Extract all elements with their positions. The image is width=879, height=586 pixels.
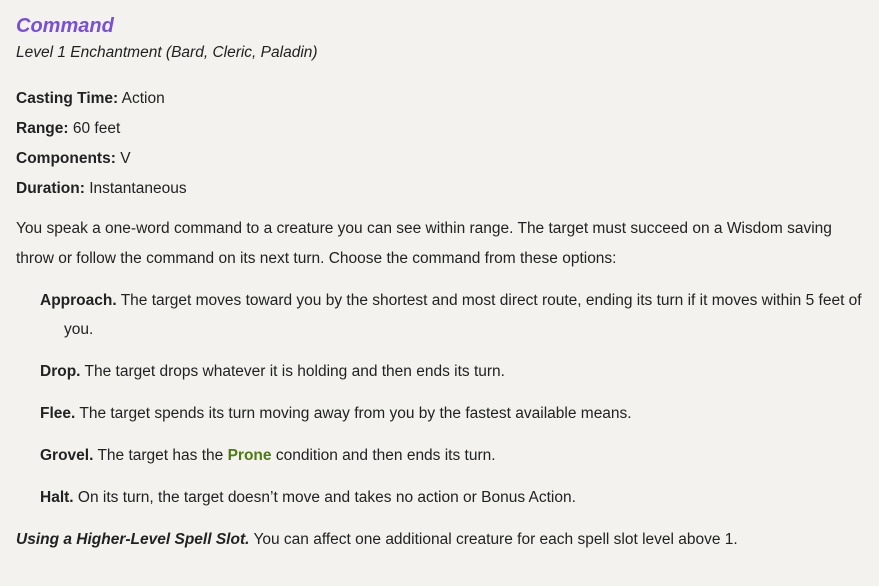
spell-description: You speak a one-word command to a creature you can see within range. The target must succeed on a Wisdom saving throw or follow the command on its next turn. Choose the command from these options:: [16, 220, 832, 267]
prone-condition-link[interactable]: Prone: [227, 447, 272, 464]
range-label: Range:: [16, 120, 69, 137]
spell-subtitle: Level 1 Enchantment (Bard, Cleric, Paladin): [16, 44, 318, 61]
spell-stats: [16, 84, 866, 204]
option-approach-label: Approach.: [40, 292, 117, 309]
option-flee: [16, 399, 864, 428]
command-options: [16, 286, 866, 512]
option-approach: [16, 286, 864, 344]
components-stat: [16, 144, 866, 174]
option-halt-label: Halt.: [40, 489, 74, 506]
option-drop: [16, 357, 864, 386]
duration-label: Duration:: [16, 180, 85, 197]
option-flee-text: The target spends its turn moving away from you by the fastest available means.: [79, 405, 632, 422]
spell-title: Command: [16, 15, 114, 37]
option-drop-text: The target drops whatever it is holding and then ends its turn.: [84, 363, 505, 380]
option-halt: [16, 483, 864, 512]
duration-value: Instantaneous: [89, 180, 187, 197]
option-grovel-text-before: The target has the: [97, 447, 224, 464]
option-halt-text: On its turn, the target doesn’t move and takes no action or Bonus Action.: [77, 489, 576, 506]
range-value: 60 feet: [72, 120, 121, 137]
casting-time-label: Casting Time:: [16, 90, 119, 107]
option-flee-label: Flee.: [40, 405, 76, 422]
casting-time-value: Action: [121, 90, 165, 107]
option-grovel: [16, 441, 864, 470]
components-label: Components:: [16, 150, 116, 167]
option-drop-label: Drop.: [40, 363, 81, 380]
casting-time-stat: [16, 84, 866, 114]
range-stat: [16, 114, 866, 144]
higher-level-text: You can affect one additional creature for each spell slot level above 1.: [253, 531, 738, 548]
spell-card: [16, 12, 866, 555]
option-approach-text: The target moves toward you by the shortest and most direct route, ending its turn if it moves within 5 feet of you.: [64, 292, 862, 338]
higher-level-label: Using a Higher-Level Spell Slot.: [16, 531, 250, 548]
option-grovel-label: Grovel.: [40, 447, 94, 464]
components-value: V: [120, 150, 131, 167]
option-grovel-text-after: condition and then ends its turn.: [275, 447, 496, 464]
higher-level-section: [16, 525, 866, 555]
duration-stat: [16, 174, 866, 204]
